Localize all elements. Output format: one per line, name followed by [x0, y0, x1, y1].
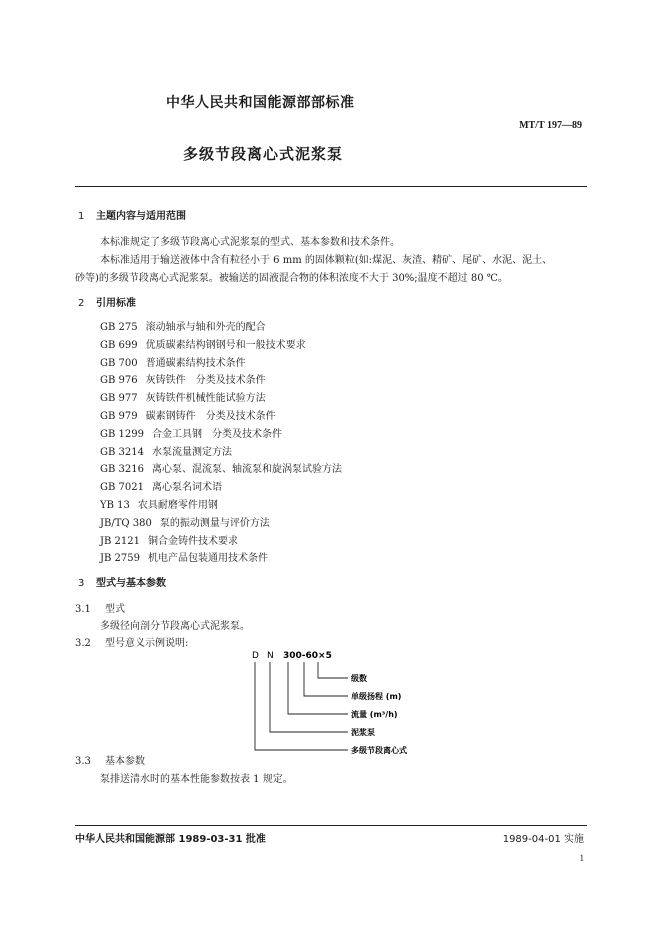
subsection-number: 3.3	[75, 756, 91, 767]
leader-line-slurry	[270, 662, 348, 732]
reference-name: 机电产品包装通用技术条件	[148, 553, 268, 565]
reference-item	[100, 443, 342, 461]
section-1-heading	[78, 207, 186, 222]
reference-code: GB 979	[100, 410, 138, 422]
reference-code: GB 977	[100, 393, 138, 405]
section-2-heading	[78, 294, 136, 309]
reference-code: GB 1299	[100, 428, 144, 440]
label-single-stage-head: 单级扬程 (m)	[351, 692, 402, 701]
reference-item	[100, 371, 342, 389]
page-number: 1	[579, 853, 584, 863]
reference-code: YB 13	[100, 499, 130, 511]
label-flow-rate: 流量 (m³/h)	[351, 710, 398, 719]
reference-item	[100, 549, 342, 567]
header-divider	[75, 186, 587, 187]
subsection-title: 基本参数	[105, 756, 145, 767]
reference-name: 水泵流量测定方法	[151, 446, 232, 458]
reference-name: 普通碳素结构技术条件	[145, 357, 246, 369]
subsection-number: 3.2	[75, 638, 91, 649]
subsection-title: 型式	[105, 604, 125, 615]
section-3-heading	[78, 574, 166, 589]
reference-code: JB 2121	[100, 535, 140, 547]
issuing-organization: 中华人民共和国能源部部标准	[166, 95, 355, 111]
reference-code: GB 3216	[100, 464, 144, 476]
reference-name: 泵的振动测量与评价方法	[159, 517, 270, 529]
leader-lines	[255, 662, 348, 750]
code-letter-n: N	[267, 651, 274, 661]
section-number: 1	[78, 211, 85, 222]
reference-item	[100, 514, 342, 532]
model-designation-diagram	[240, 646, 440, 756]
reference-item	[100, 336, 342, 354]
reference-code: JB/TQ 380	[100, 517, 152, 529]
section-1-paragraph-2-line-2: 砂等)的多级节段离心式泥浆泵。被输送的固液混合物的体积浓度不大于 30%;温度不超过 80 ℃。	[75, 273, 508, 284]
reference-name: 铜合金铸件技术要求	[148, 535, 238, 547]
label-slurry-pump: 泥浆泵	[351, 728, 375, 737]
reference-name: 灰铸铁件机械性能试验方法	[145, 393, 266, 405]
reference-name: 优质碳素结构钢钢号和一般技术要求	[145, 339, 306, 351]
reference-name: 滚动轴承与轴和外壳的配合	[145, 322, 266, 333]
reference-code: GB 7021	[100, 482, 144, 494]
code-numbers: 300-60×5	[283, 651, 332, 661]
section-number: 3	[78, 578, 85, 589]
reference-item	[100, 460, 342, 478]
reference-code: GB 3214	[100, 446, 144, 458]
reference-name: 农具耐磨零件用钢	[137, 499, 218, 511]
section-title: 主题内容与适用范围	[96, 211, 186, 222]
reference-item	[100, 318, 342, 336]
code-letter-d: D	[252, 651, 259, 661]
reference-name: 合金工具钢 分类及技术条件	[151, 428, 282, 440]
reference-item	[100, 407, 342, 425]
subsection-title: 型号意义示例说明:	[105, 638, 189, 649]
reference-code: GB 275	[100, 322, 138, 333]
effective-date: 1989-04-01 实施	[502, 834, 584, 845]
section-number: 2	[78, 298, 85, 309]
subsection-number: 3.1	[75, 604, 91, 615]
subsection-3-2-heading	[75, 634, 188, 649]
reference-item	[100, 389, 342, 407]
reference-item	[100, 425, 342, 443]
label-stages: 级数	[351, 674, 367, 683]
reference-standards-list	[100, 318, 342, 567]
section-title: 型式与基本参数	[96, 578, 166, 589]
leader-line-multistage	[255, 662, 348, 750]
reference-name: 离心泵名词术语	[151, 482, 222, 494]
reference-code: GB 976	[100, 375, 138, 387]
reference-name: 离心泵、混流泵、轴流泵和旋涡泵试验方法	[151, 464, 342, 476]
section-1-paragraph-2-line-1: 本标准适用于输送液体中含有粒径小于 6 mm 的固体颗粒(如:煤泥、灰渣、精矿、尾矿、水泥、泥土、	[100, 255, 553, 266]
reference-code: GB 700	[100, 357, 138, 369]
reference-name: 灰铸铁件 分类及技术条件	[145, 375, 266, 387]
section-1-paragraph-1: 本标准规定了多级节段离心式泥浆泵的型式、基本参数和技术条件。	[100, 237, 400, 248]
subsection-3-1-heading	[75, 600, 125, 615]
reference-name: 碳素钢铸件 分类及技术条件	[145, 410, 276, 422]
reference-code: JB 2759	[100, 553, 140, 565]
document-title: 多级节段离心式泥浆泵	[183, 145, 344, 163]
subsection-3-3-text: 泵排送清水时的基本性能参数按表 1 规定。	[100, 774, 293, 785]
subsection-3-3-heading	[75, 752, 145, 767]
subsection-3-1-text: 多级径向剖分节段离心式泥浆泵。	[100, 621, 250, 632]
leader-line-head	[304, 662, 348, 696]
reference-item	[100, 496, 342, 514]
standard-code: MT/T 197—89	[519, 120, 582, 131]
label-multistage-centrifugal: 多级节段离心式	[351, 746, 407, 755]
leader-line-stages	[318, 662, 348, 678]
reference-item	[100, 354, 342, 372]
approval-statement: 中华人民共和国能源部 1989-03-31 批准	[75, 834, 266, 845]
reference-item	[100, 532, 342, 550]
reference-item	[100, 478, 342, 496]
section-title: 引用标准	[96, 298, 136, 309]
reference-code: GB 699	[100, 339, 138, 351]
footer-divider	[75, 825, 587, 826]
